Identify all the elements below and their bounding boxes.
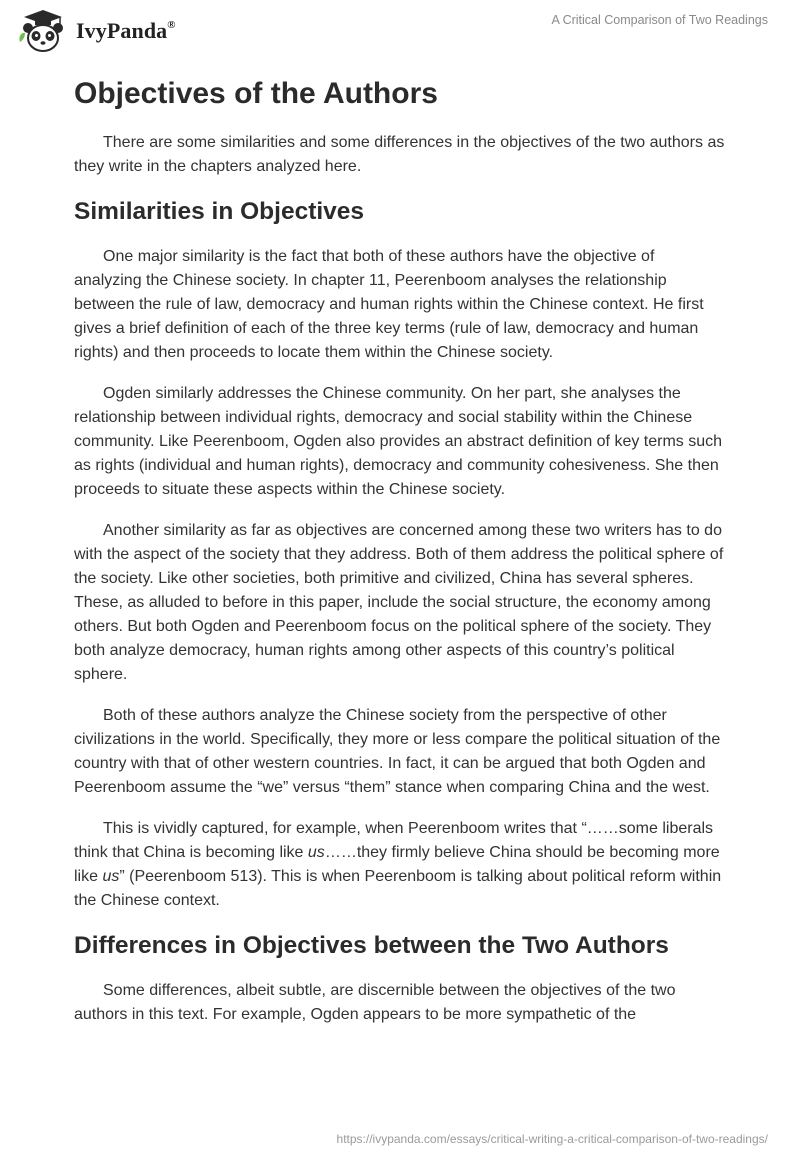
quote-paragraph: This is vividly captured, for example, when Peerenboom writes that “……some liberals think that China is becoming like us……they firmly believe China should be becoming more like us” (Peerenboom 513). This is when Peerenboom is talking about political reform within the Chinese context. xyxy=(74,819,722,909)
paragraph: Ogden similarly addresses the Chinese community. On her part, she analyses the relationship between individual rights, democracy and social stability within the Chinese community. Like Peerenboom, Ogden also provides an abstract definition of key terms such as rights (individual and human rights), democracy and community cohesiveness. She then proceeds to situate these aspects within the Chinese society. xyxy=(74,384,723,498)
paragraph: Another similarity as far as objectives are concerned among these two writers has to do with the aspect of the society that they address. Both of them address the political sphere of the society. Like other societies, both primitive and civilized, China has several spheres. These, as alluded to before in this paper, include the social structure, the economy among others. But both Ogden and Peerenboom focus on the political sphere of the society. They both analyze democracy, human rights among other aspects of this country’s political sphere. xyxy=(74,521,724,683)
header xyxy=(0,0,800,64)
page-title: Objectives of the Authors xyxy=(74,77,438,110)
paragraph: Some differences, albeit subtle, are discernible between the objectives of the two authors in this text. For example, Ogden appears to be more sympathetic of the xyxy=(74,981,676,1023)
intro-paragraph: There are some similarities and some differences in the objectives of the two authors as they write in the chapters analyzed here. xyxy=(74,134,725,175)
section-heading-differences: Differences in Objectives between the Two Authors xyxy=(74,931,669,959)
paragraph: One major similarity is the fact that both of these authors have the objective of analyzing the Chinese society. In chapter 11, Peerenboom analyses the relationship between the rule of law, democracy and human rights within the Chinese context. He first gives a brief definition of each of the three key terms (rule of law, democracy and human rights) and then proceeds to locate them within the Chinese society. xyxy=(74,247,704,361)
logo[interactable] xyxy=(16,8,176,54)
paragraph: Both of these authors analyze the Chinese society from the perspective of other civilizations in the world. Specifically, they more or less compare the political situation of the country with that of other western countries. In fact, it can be argued that both Ogden and Peerenboom assume the “we” versus “them” stance when comparing China and the west. xyxy=(74,706,721,796)
brand-name: IvyPanda® xyxy=(76,18,176,43)
panda-logo-icon xyxy=(16,8,70,54)
article-body xyxy=(74,70,726,1044)
document-title: A Critical Comparison of Two Readings xyxy=(551,13,768,27)
section-heading-similarities: Similarities in Objectives xyxy=(74,198,365,225)
source-url[interactable]: https://ivypanda.com/essays/critical-writing-a-critical-comparison-of-two-readings/ xyxy=(336,1132,768,1146)
